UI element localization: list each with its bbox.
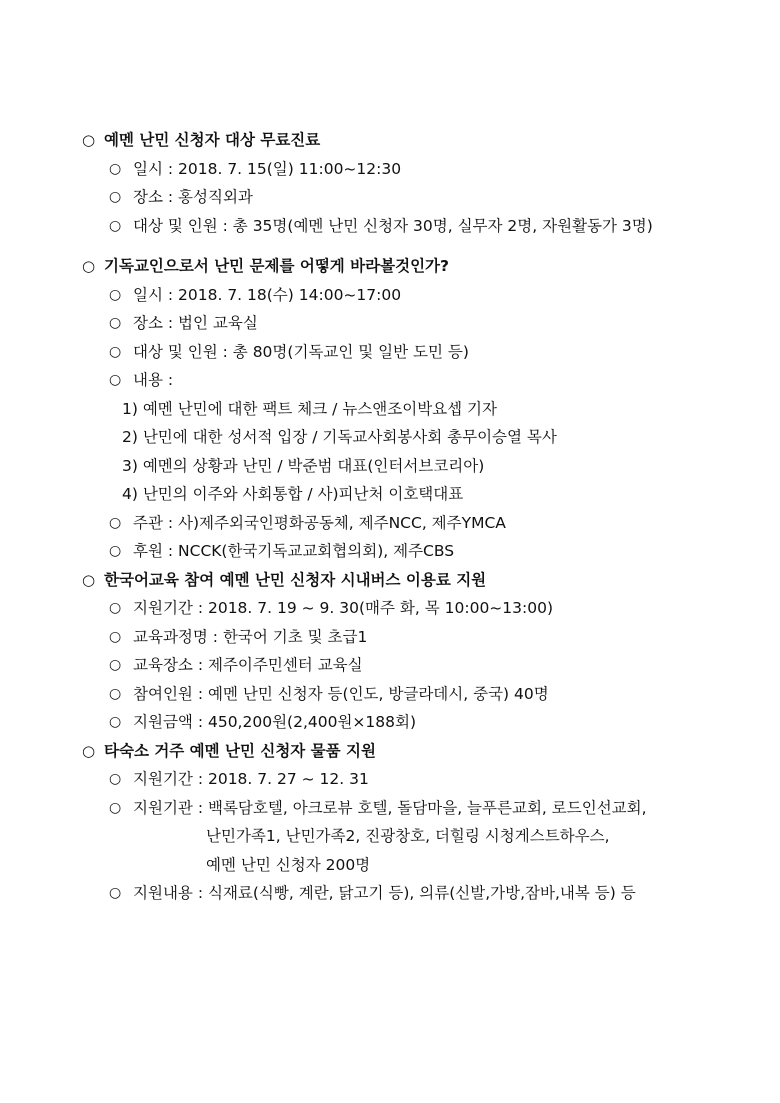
item-text: 대상 및 인원 : 총 35명(예멘 난민 신청자 30명, 실무자 2명, 자원활동가 3명) [133, 216, 653, 235]
circle-bullet-icon: ○ [82, 741, 96, 760]
section-title: 기독교인으로서 난민 문제를 어떻게 바라볼것인가? [104, 257, 450, 275]
list-item [82, 794, 742, 823]
circle-bullet-icon: ○ [109, 286, 122, 303]
circle-bullet-icon: ○ [109, 514, 122, 531]
circle-bullet-icon: ○ [109, 714, 122, 730]
list-item [82, 537, 742, 566]
item-text: 지원내용 : 식재료(식빵, 계란, 닭고기 등), 의류(신발,가방,잠바,내복 등) 등 [133, 884, 636, 902]
section-heading [82, 252, 742, 281]
section-christian-seminar [82, 252, 742, 566]
list-item [82, 651, 742, 680]
list-item [82, 680, 742, 709]
item-text: 교육과정명 : 한국어 기초 및 초급1 [133, 627, 368, 646]
document-body [82, 126, 742, 908]
circle-bullet-icon: ○ [109, 315, 122, 331]
list-item [82, 509, 742, 538]
item-text: 지원기간 : 2018. 7. 27 ~ 12. 31 [133, 770, 369, 788]
sub-item: 4) 난민의 이주와 사회통합 / 사)피난처 이호택대표 [122, 485, 464, 503]
section-heading [82, 566, 742, 595]
circle-bullet-icon: ○ [82, 257, 96, 275]
list-item [82, 879, 742, 908]
circle-bullet-icon: ○ [109, 771, 122, 787]
item-text: 내용 : [133, 371, 174, 389]
section-supplies-support [82, 737, 742, 908]
list-item [82, 623, 742, 652]
list-item [82, 183, 742, 212]
circle-bullet-icon: ○ [109, 628, 122, 645]
list-item [82, 309, 742, 338]
item-text: 참여인원 : 예멘 난민 신청자 등(인도, 방글라데시, 중국) 40명 [133, 684, 549, 703]
item-text: 장소 : 법인 교육실 [133, 314, 258, 332]
item-text: 장소 : 홍성직외과 [133, 188, 253, 206]
circle-bullet-icon: ○ [82, 570, 96, 589]
circle-bullet-icon: ○ [109, 600, 122, 616]
circle-bullet-icon: ○ [109, 685, 122, 702]
item-text: 일시 : 2018. 7. 15(일) 11:00~12:30 [133, 159, 402, 178]
item-text: 일시 : 2018. 7. 18(수) 14:00~17:00 [133, 285, 402, 304]
circle-bullet-icon: ○ [109, 885, 122, 901]
sub-item: 3) 예멘의 상황과 난민 / 박준범 대표(인터서브코리아) [122, 456, 485, 475]
section-title: 한국어교육 참여 예멘 난민 신청자 시내버스 이용료 지원 [104, 570, 487, 589]
sub-item: 1) 예멘 난민에 대한 팩트 체크 / 뉴스앤조이박요셉 기자 [122, 399, 497, 418]
list-item [82, 212, 742, 241]
circle-bullet-icon: ○ [109, 217, 122, 234]
item-text: 지원기관 : 백록담호텔, 아크로뷰 호텔, 돌담마을, 늘푸른교회, 로드인선교회, [133, 798, 647, 817]
section-free-clinic [82, 126, 742, 240]
item-text: 지원기간 : 2018. 7. 19 ~ 9. 30(매주 화, 목 10:00~13:00) [133, 599, 554, 617]
list-item [82, 155, 742, 184]
item-text: 주관 : 사)제주외국인평화공동체, 제주NCC, 제주YMCA [133, 513, 506, 532]
section-title: 타숙소 거주 예멘 난민 신청자 물품 지원 [104, 741, 376, 760]
list-item [82, 765, 742, 794]
circle-bullet-icon: ○ [109, 657, 122, 673]
circle-bullet-icon: ○ [82, 131, 96, 149]
circle-bullet-icon: ○ [109, 543, 122, 559]
list-item [82, 594, 742, 623]
circle-bullet-icon: ○ [109, 343, 122, 360]
circle-bullet-icon: ○ [109, 372, 122, 388]
circle-bullet-icon: ○ [109, 160, 122, 177]
list-item [82, 366, 742, 395]
circle-bullet-icon: ○ [109, 799, 122, 816]
item-text: 후원 : NCCK(한국기독교교회협의회), 제주CBS [133, 542, 455, 560]
list-item [82, 281, 742, 310]
section-heading [82, 737, 742, 766]
list-item [82, 708, 742, 737]
list-item [82, 338, 742, 367]
circle-bullet-icon: ○ [109, 189, 122, 205]
section-heading [82, 126, 742, 155]
item-text: 지원금액 : 450,200원(2,400원×188회) [133, 713, 417, 731]
continuation-line: 예멘 난민 신청자 200명 [206, 855, 371, 874]
item-text: 대상 및 인원 : 총 80명(기독교인 및 일반 도민 등) [133, 342, 469, 361]
continuation-line: 난민가족1, 난민가족2, 진광창호, 더힐링 시청게스트하우스, [206, 827, 610, 845]
item-text: 교육장소 : 제주이주민센터 교육실 [133, 656, 363, 674]
section-bus-fare-support [82, 566, 742, 737]
section-title: 예멘 난민 신청자 대상 무료진료 [104, 131, 321, 149]
sub-item: 2) 난민에 대한 성서적 입장 / 기독교사회봉사회 총무이승열 목사 [122, 428, 557, 446]
